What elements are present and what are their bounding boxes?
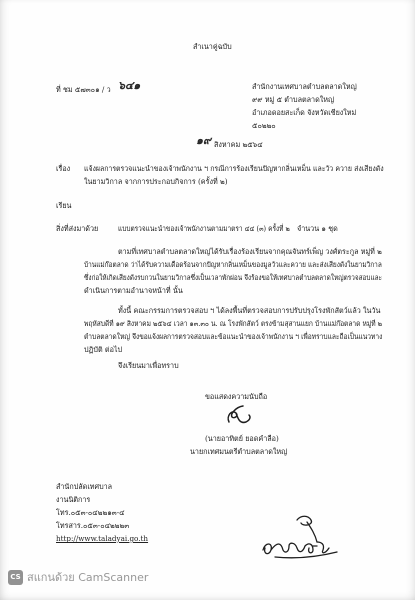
copy-label: สำเนาคู่ฉบับ <box>193 42 232 51</box>
reference-number: ที่ ชม ๕๗๓๐๑ / ว <box>56 85 111 94</box>
paragraph-line: ตามที่เทศบาลตำบลตลาดใหญ่ได้รับเรื่องร้องเรียนจากคุณจันทร์เพ็ญ วงศ์ตระกูล หมู่ที่ ๒ <box>118 247 382 256</box>
address-line: อำเภอดอยสะเก็ด จังหวัดเชียงใหม่ <box>252 108 357 117</box>
subject-label: เรื่อง <box>56 164 71 173</box>
address-line: ๙๙ หมู่ ๕ ตำบลตลาดใหญ่ <box>252 95 335 104</box>
enclosure-label: สิ่งที่ส่งมาด้วย <box>56 224 99 233</box>
paragraph-line: พฤหัสบดีที่ ๑๙ สิงหาคม ๒๕๖๔ เวลา ๑๓.๓๐ น. ณ โรงพักสัตว์ ตรงข้ามสุสานแยก บ้านแม่ก๊อตลาด หมู่ที่ ๒ <box>84 319 383 328</box>
regards-line: ขอแสดงความนับถือ <box>205 392 268 401</box>
reference-handwritten-number: ๖๔๑ <box>118 79 141 92</box>
paragraph-line: บ้านแม่ก๊อตลาด ว่าได้รับความเดือดร้อนจากปัญหากลิ่นเหม็นของมูลวัวและควาย และส่งเสียงดังในยามวิกาล <box>84 260 382 269</box>
date-month-year: สิงหาคม ๒๕๖๔ <box>214 140 263 149</box>
paragraph-line: ปฏิบัติ ต่อไป <box>84 345 123 354</box>
address-line: สำนักงานเทศบาลตำบลตลาดใหญ่ <box>252 82 357 91</box>
salutation-label: เรียน <box>56 201 72 210</box>
paragraph-line: ดำเนินการตามอำนาจหน้าที่ นั้น <box>84 286 183 295</box>
date-handwritten-day: ๑๙ <box>196 134 212 147</box>
address-postcode: ๕๐๒๒๐ <box>252 121 276 130</box>
contact-phone: โทร.๐๕๓-๐๔๒๒๑๓-๔ <box>56 508 125 517</box>
paragraph-line: ซึ่งก่อให้เกิดเสียงดังรบกวนในยามวิกาลซึ่งเป็นเวลาพักผ่อน จึงร้องขอให้เทศบาลตำบลตลาดใหญ่ตรวจสอบและ <box>84 273 382 282</box>
signatory-name: (นายอาทิตย์ ยอดคำลือ) <box>205 434 279 443</box>
signature <box>222 401 254 431</box>
camscanner-logo-icon: CS <box>8 570 23 585</box>
enclosure-item: แบบตรวจแนะนำของเจ้าพนักงานตามมาตรา ๔๔ (๓) ครั้งที่ ๒ <box>118 224 290 233</box>
paragraph-line: ตำบลตลาดใหญ่ จึงขอแจ้งผลการตรวจสอบและข้อแนะนำของเจ้าพนักงาน ฯ เพื่อทราบและถือเป็นแนวทาง <box>84 332 383 341</box>
subject-line: ในยามวิกาล จากการประกอบกิจการ (ครั้งที่ ๒) <box>84 177 228 186</box>
subject-line: แจ้งผลการตรวจแนะนำของเจ้าพนักงาน ฯ กรณีการร้องเรียนปัญหากลิ่นเหม็น และวัว ควาย ส่งเสียงดัง <box>84 164 384 173</box>
contact-website: http://www.taladyai.go.th <box>56 534 149 543</box>
enclosure-quantity: จำนวน ๑ ชุด <box>297 224 338 233</box>
contact-section: งานนิติการ <box>56 495 91 504</box>
camscanner-text: สแกนด้วย CamScanner <box>27 570 149 584</box>
camscanner-watermark <box>8 570 148 585</box>
handwritten-initials <box>255 512 359 564</box>
contact-office: สำนักปลัดเทศบาล <box>56 482 113 491</box>
closing-line: จึงเรียนมาเพื่อทราบ <box>118 361 179 370</box>
contact-fax: โทรสาร.๐๕๓-๐๔๒๒๒๓ <box>56 521 130 530</box>
signatory-position: นายกเทศมนตรีตำบลตลาดใหญ่ <box>190 447 288 456</box>
paragraph-line: ทั้งนี้ คณะกรรมการตรวจสอบ ฯ ได้ลงพื้นที่ตรวจสอบการปรับปรุงโรงพักสัตว์แล้ว ในวัน <box>118 306 381 315</box>
